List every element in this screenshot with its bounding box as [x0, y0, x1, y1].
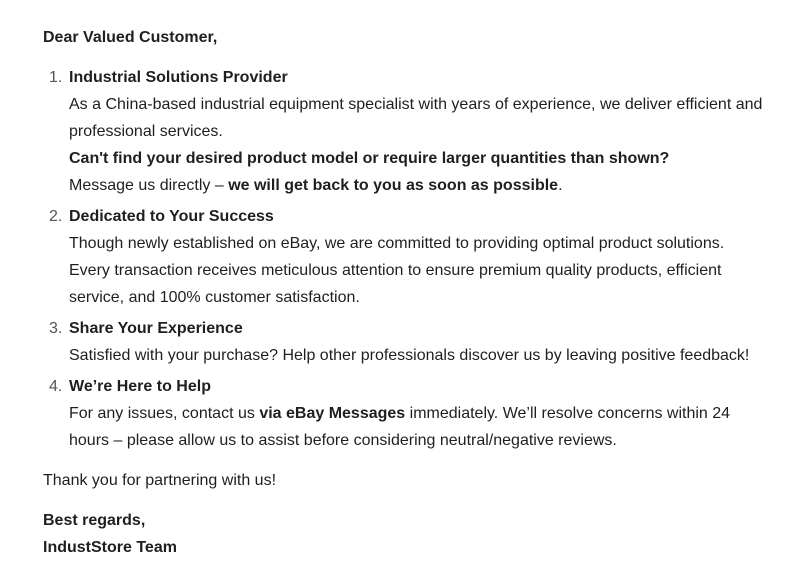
list-number: 2. — [49, 208, 63, 225]
list-item — [43, 315, 763, 369]
list-number: 4. — [49, 378, 63, 395]
message-suffix: . — [558, 177, 563, 194]
body-suffix: immediately. We’ll resolve concerns within 24 hours – please allow us to assist before considering neutral/negative reviews. — [69, 405, 731, 449]
item-body: As a China-based industrial equipment specialist with years of experience, we deliver efficient and professional services. — [69, 96, 763, 140]
greeting: Dear Valued Customer, — [43, 29, 218, 46]
item-body: Satisfied with your purchase? Help other professionals discover us by leaving positive feedback! — [69, 347, 750, 364]
thanks-line: Thank you for partnering with us! — [43, 472, 277, 489]
body-emphasis: via eBay Messages — [259, 405, 406, 422]
item-body — [69, 400, 763, 454]
item-heading: Dedicated to Your Success — [69, 208, 274, 225]
item-question: Can't find your desired product model or require larger quantities than shown? — [69, 150, 670, 167]
team-name: IndustStore Team — [43, 539, 177, 556]
item-heading: We’re Here to Help — [69, 378, 211, 395]
list-item — [43, 373, 763, 454]
message-emphasis: we will get back to you as soon as possible — [228, 177, 559, 194]
list-number: 3. — [49, 320, 63, 337]
list-item — [43, 203, 763, 311]
item-message — [69, 172, 763, 199]
signoff: Best regards, — [43, 512, 146, 529]
points-list — [43, 64, 763, 454]
signature — [43, 507, 763, 561]
item-heading: Industrial Solutions Provider — [69, 69, 288, 86]
message-prefix: Message us directly – — [69, 177, 229, 194]
item-body: Though newly established on eBay, we are committed to providing optimal product solutions. Every transaction receives meticulous attention to ensure premium quality products, efficient service, and 100% customer satisfaction. — [69, 235, 725, 306]
body-prefix: For any issues, contact us — [69, 405, 260, 422]
list-number: 1. — [49, 69, 63, 86]
list-item — [43, 64, 763, 199]
item-heading: Share Your Experience — [69, 320, 243, 337]
